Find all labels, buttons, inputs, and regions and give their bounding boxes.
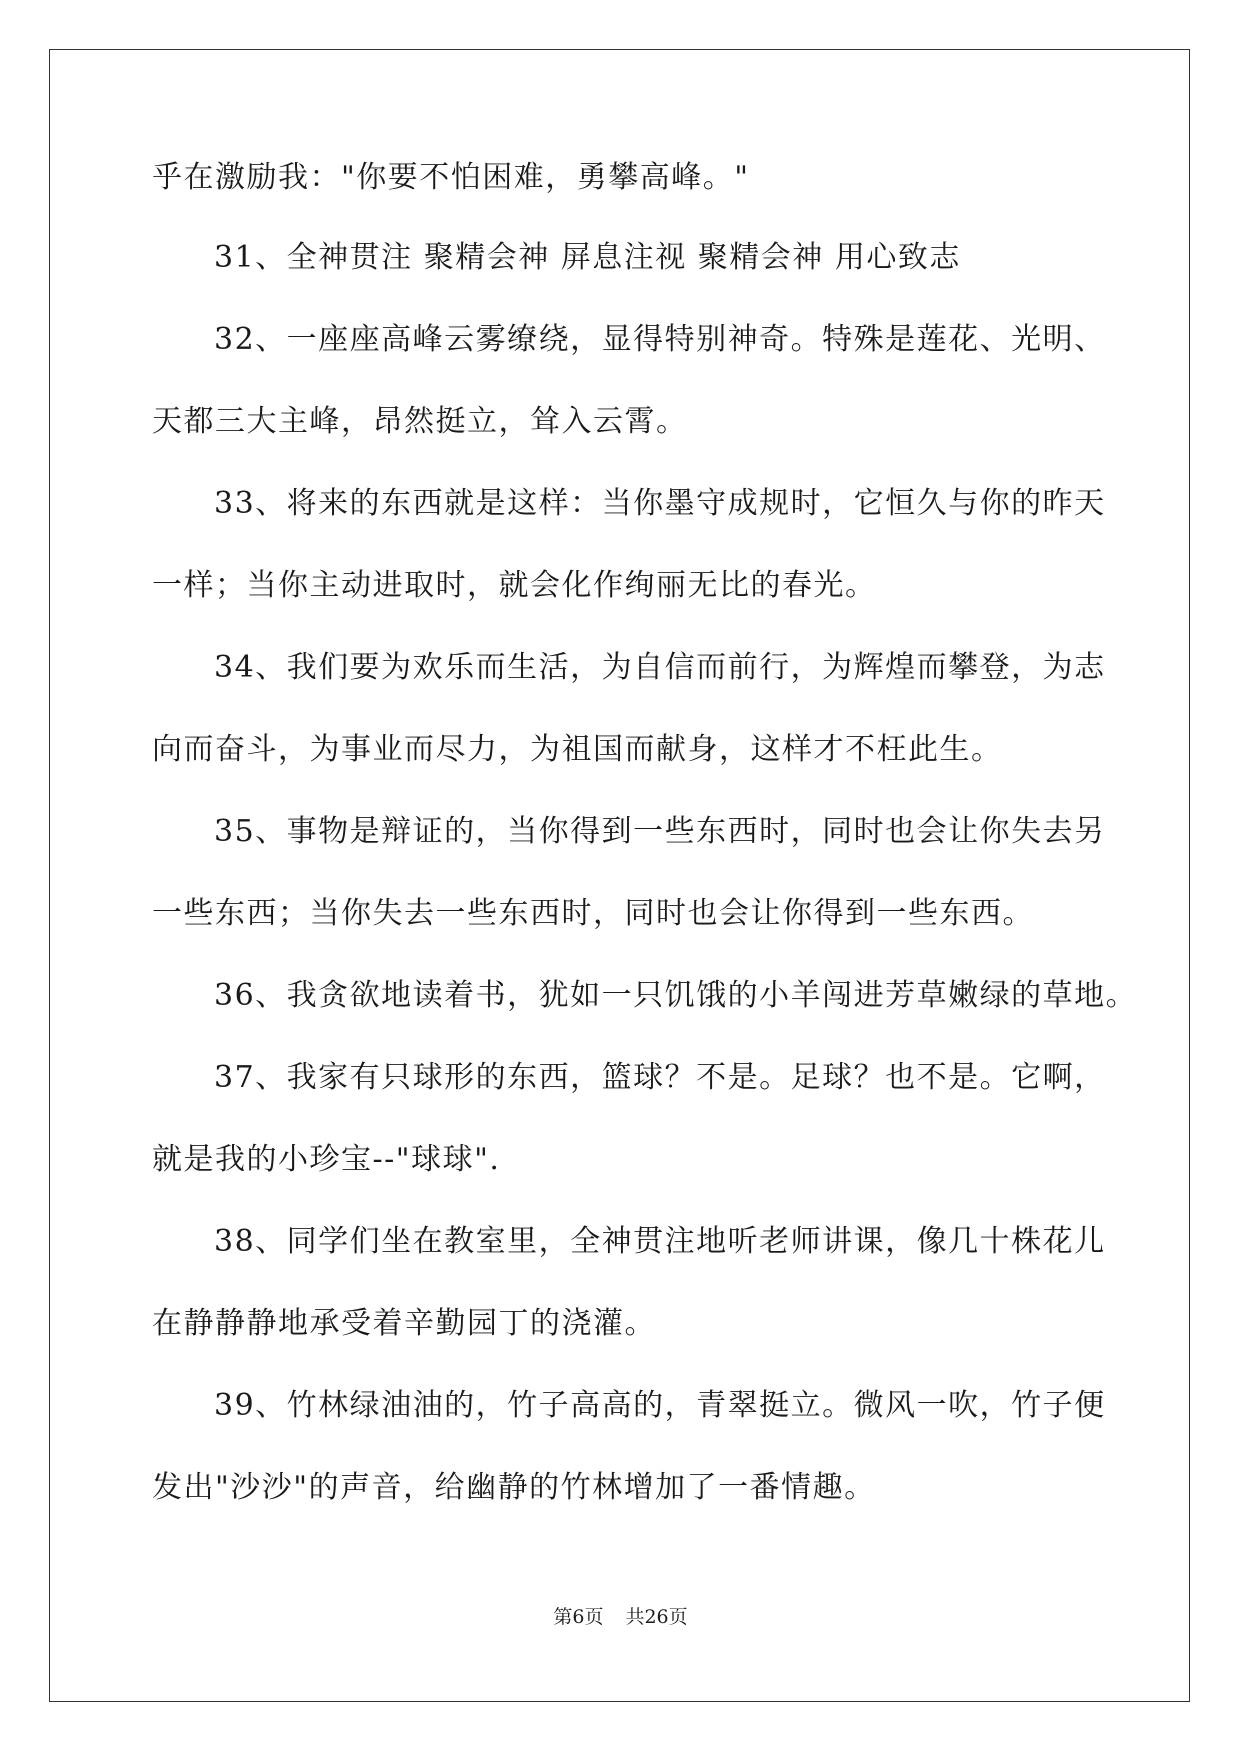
text-line: 一样；当你主动进取时，就会化作绚丽无比的春光。 <box>152 568 877 603</box>
page-footer <box>0 1605 1241 1629</box>
paragraph-33: 33、将来的东西就是这样：当你墨守成规时，它恒久与你的昨天 <box>214 486 1106 521</box>
paragraph-31: 31、全神贯注 聚精会神 屏息注视 聚精会神 用心致志 <box>214 240 961 275</box>
page-number: 第6页 <box>553 1606 604 1628</box>
text-line: 在静静静地承受着辛勤园丁的浇灌。 <box>152 1306 656 1341</box>
paragraph-36: 36、我贪欲地读着书，犹如一只饥饿的小羊闯进芳草嫩绿的草地。 <box>214 978 1138 1013</box>
paragraph-37: 37、我家有只球形的东西，篮球？不是。足球？也不是。它啊， <box>214 1060 1106 1095</box>
text-line: 就是我的小珍宝--"球球". <box>152 1142 501 1177</box>
page-border <box>49 49 1190 1702</box>
text-line: 向而奋斗，为事业而尽力，为祖国而献身，这样才不枉此生。 <box>152 732 1003 767</box>
paragraph-35: 35、事物是辩证的，当你得到一些东西时，同时也会让你失去另 <box>214 814 1106 849</box>
paragraph-38: 38、同学们坐在教室里，全神贯注地听老师讲课，像几十株花儿 <box>214 1224 1106 1259</box>
paragraph-34: 34、我们要为欢乐而生活，为自信而前行，为辉煌而攀登，为志 <box>214 650 1106 685</box>
paragraph-32: 32、一座座高峰云雾缭绕，显得特别神奇。特殊是莲花、光明、 <box>214 322 1106 357</box>
text-line: 天都三大主峰，昂然挺立，耸入云霄。 <box>152 404 688 439</box>
text-line: 一些东西；当你失去一些东西时，同时也会让你得到一些东西。 <box>152 896 1034 931</box>
paragraph-39: 39、竹林绿油油的，竹子高高的，青翠挺立。微风一吹，竹子便 <box>214 1388 1106 1423</box>
text-line: 发出"沙沙"的声音，给幽静的竹林增加了一番情趣。 <box>152 1470 876 1505</box>
text-line: 乎在激励我："你要不怕困难，勇攀高峰。" <box>152 160 750 195</box>
page-total: 共26页 <box>625 1606 688 1628</box>
